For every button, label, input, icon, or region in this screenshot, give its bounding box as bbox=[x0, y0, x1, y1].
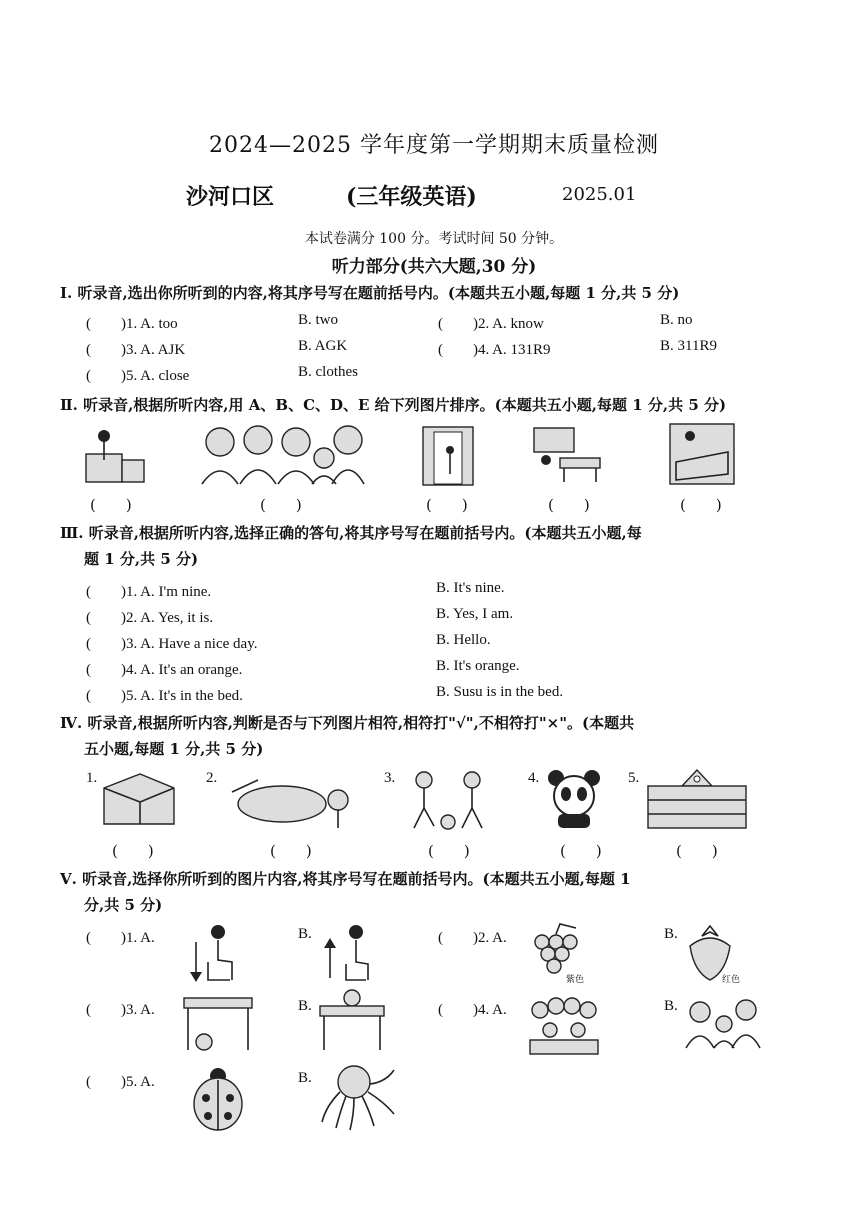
section-1-heading: Ⅰ. 听录音,选出你所听到的内容,将其序号写在题前括号内。(本题共五小题,每题 1 分,共 5 分) bbox=[60, 284, 680, 302]
s5-q5: ( )5. A. bbox=[86, 1074, 155, 1090]
s4-num-4: 4. bbox=[528, 770, 540, 786]
s2-blank-1[interactable]: ( ) bbox=[90, 496, 132, 514]
s4-blank-1[interactable]: ( ) bbox=[112, 842, 154, 860]
s1-q4: ( )4. A. 131R9 bbox=[438, 342, 551, 358]
s5-q4: ( )4. A. bbox=[438, 1002, 507, 1018]
s5-q3: ( )3. A. bbox=[86, 1002, 155, 1018]
s5-q4-b: B. bbox=[664, 998, 678, 1014]
section-3-heading-cont: 题 1 分,共 5 分) bbox=[84, 550, 199, 568]
s2-pic-classroom bbox=[530, 424, 612, 486]
s3-q4: ( )4. A. It's an orange. bbox=[86, 662, 243, 678]
s2-pic-bed-scene bbox=[668, 422, 736, 486]
sit-down-icon bbox=[184, 922, 242, 984]
s2-pic-doorway bbox=[420, 424, 476, 488]
s4-num-2: 2. bbox=[206, 770, 218, 786]
octopus-icon bbox=[318, 1062, 398, 1132]
s4-num-1: 1. bbox=[86, 770, 98, 786]
s1-q3: ( )3. A. AJK bbox=[86, 342, 186, 358]
s3-q2-b: B. Yes, I am. bbox=[436, 606, 514, 622]
s3-q3: ( )3. A. Have a nice day. bbox=[86, 636, 258, 652]
s4-num-5: 5. bbox=[628, 770, 640, 786]
s3-q3-b: B. Hello. bbox=[436, 632, 491, 648]
s1-q1-b: B. two bbox=[298, 312, 339, 328]
panda-icon bbox=[544, 768, 604, 830]
s1-q4-b: B. 311R9 bbox=[660, 338, 717, 354]
ladybug-icon bbox=[184, 1064, 250, 1134]
s2-blank-2[interactable]: ( ) bbox=[260, 496, 302, 514]
s4-num-3: 3. bbox=[384, 770, 396, 786]
section-2-heading: Ⅱ. 听录音,根据所听内容,用 A、B、C、D、E 给下列图片排序。(本题共五小题,每题 1 分,共 5 分) bbox=[60, 396, 727, 414]
section-4-heading: Ⅳ. 听录音,根据所听内容,判断是否与下列图片相符,相符打"√",不相符打"×"。(本题共 bbox=[60, 714, 635, 732]
s1-q5-b: B. clothes bbox=[298, 364, 358, 380]
subject-label: (三年级英语) bbox=[346, 184, 477, 210]
s1-q2: ( )2. A. know bbox=[438, 316, 544, 332]
section-4-heading-cont: 五小题,每题 1 分,共 5 分) bbox=[84, 740, 264, 758]
small-family-icon bbox=[684, 994, 764, 1050]
section-3-heading: Ⅲ. 听录音,根据所听内容,选择正确的答句,将其序号写在题前括号内。(本题共五小题,每 bbox=[60, 524, 642, 542]
s5-q3-b: B. bbox=[298, 998, 312, 1014]
ball-under-desk-icon bbox=[180, 992, 256, 1054]
exam-date: 2025.01 bbox=[562, 184, 637, 205]
s3-q1: ( )1. A. I'm nine. bbox=[86, 584, 212, 600]
s3-q5: ( )5. A. It's in the bed. bbox=[86, 688, 243, 704]
grapes-color-tag: 紫色 bbox=[566, 975, 585, 985]
district-label: 沙河口区 bbox=[186, 184, 275, 210]
s5-q1-b: B. bbox=[298, 926, 312, 942]
big-family-icon bbox=[526, 994, 602, 1056]
children-football-icon bbox=[398, 770, 494, 832]
s2-blank-4[interactable]: ( ) bbox=[548, 496, 590, 514]
listening-part-heading: 听力部分(共六大题,30 分) bbox=[331, 257, 537, 277]
s5-q1: ( )1. A. bbox=[86, 930, 155, 946]
section-5-heading-cont: 分,共 5 分) bbox=[84, 896, 163, 914]
s5-q2: ( )2. A. bbox=[438, 930, 507, 946]
stand-up-icon bbox=[318, 922, 378, 984]
s1-q3-b: B. AGK bbox=[298, 338, 348, 354]
s1-q2-b: B. no bbox=[660, 312, 693, 328]
bathtub-icon bbox=[222, 766, 360, 832]
s3-q5-b: B. Susu is in the bed. bbox=[436, 684, 564, 700]
s4-blank-4[interactable]: ( ) bbox=[560, 842, 602, 860]
s2-pic-desk-worker bbox=[82, 426, 148, 488]
school-building-icon bbox=[644, 766, 750, 832]
s3-q2: ( )2. A. Yes, it is. bbox=[86, 610, 214, 626]
exam-note: 本试卷满分 100 分。考试时间 50 分钟。 bbox=[304, 231, 564, 247]
section-5-heading: Ⅴ. 听录音,选择你所听到的图片内容,将其序号写在题前括号内。(本题共五小题,每题 1 bbox=[60, 870, 631, 888]
strawberry-color-tag: 红色 bbox=[722, 975, 741, 985]
box-icon bbox=[100, 768, 178, 830]
ball-on-desk-icon bbox=[316, 988, 388, 1052]
s2-blank-5[interactable]: ( ) bbox=[680, 496, 722, 514]
s3-q4-b: B. It's orange. bbox=[436, 658, 520, 674]
s5-q2-b: B. bbox=[664, 926, 678, 942]
s2-pic-family bbox=[198, 422, 366, 488]
exam-title: 2024—2025 学年度第一学期期末质量检测 bbox=[209, 133, 659, 158]
s4-blank-3[interactable]: ( ) bbox=[428, 842, 470, 860]
s4-blank-2[interactable]: ( ) bbox=[270, 842, 312, 860]
s1-q1: ( )1. A. too bbox=[86, 316, 178, 332]
s5-q5-b: B. bbox=[298, 1070, 312, 1086]
s2-blank-3[interactable]: ( ) bbox=[426, 496, 468, 514]
s3-q1-b: B. It's nine. bbox=[436, 580, 505, 596]
s1-q5: ( )5. A. close bbox=[86, 368, 190, 384]
s4-blank-5[interactable]: ( ) bbox=[676, 842, 718, 860]
